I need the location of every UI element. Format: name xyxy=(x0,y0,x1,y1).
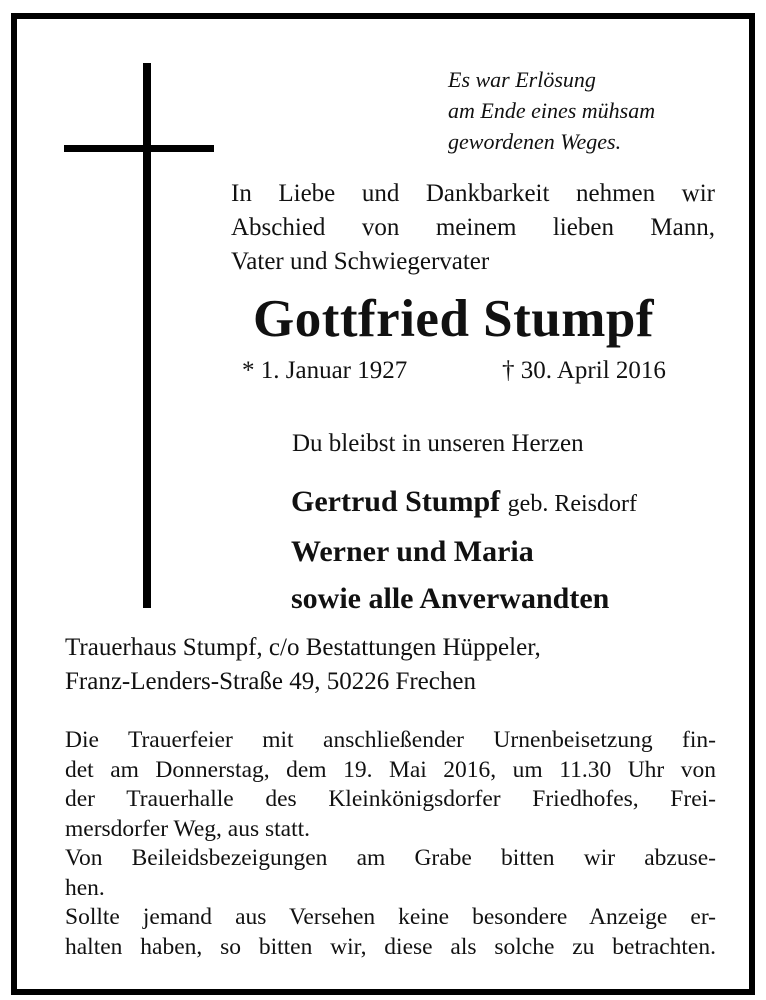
motto xyxy=(448,64,748,157)
mourner-children: Werner und Maria xyxy=(291,535,534,568)
ceremony-details xyxy=(65,726,716,962)
ceremony-line: halten haben, so bitten wir, diese als solche zu betrachten. xyxy=(65,933,716,960)
mourners-list xyxy=(291,478,637,622)
address-line: Trauerhaus Stumpf, c/o Bestattungen Hüppeler, xyxy=(65,634,541,661)
mourner-widow xyxy=(291,478,637,528)
intro-line: Abschied von meinem lieben Mann, xyxy=(231,214,715,241)
mourner-relatives: sowie alle Anverwandten xyxy=(291,582,610,615)
widow-maiden-name: geb. Reisdorf xyxy=(507,491,637,517)
deceased-name: Gottfried Stumpf xyxy=(253,290,655,348)
death-date: † 30. April 2016 xyxy=(502,357,666,384)
farewell-line: Du bleibst in unseren Herzen xyxy=(292,430,584,457)
motto-line: gewordenen Weges. xyxy=(448,129,622,154)
obituary-notice xyxy=(11,13,755,995)
address-line: Franz-Lenders-Straße 49, 50226 Frechen xyxy=(65,668,476,695)
ceremony-line: det am Donnerstag, dem 19. Mai 2016, um 11.30 Uhr von xyxy=(65,756,716,783)
birth-date: * 1. Januar 1927 xyxy=(242,357,408,384)
ceremony-line: hen. xyxy=(65,874,105,901)
ceremony-line: Die Trauerfeier mit anschließender Urnenbeisetzung fin- xyxy=(65,727,716,753)
mourning-house-address xyxy=(65,631,725,699)
ceremony-line: der Trauerhalle des Kleinkönigsdorfer Friedhofes, Frei- xyxy=(65,786,716,812)
intro-line: Vater und Schwiegervater xyxy=(231,248,490,275)
intro-text xyxy=(231,177,715,279)
widow-name: Gertrud Stumpf xyxy=(291,485,501,518)
ceremony-line: mersdorfer Weg, aus statt. xyxy=(65,815,311,842)
ceremony-line: Von Beileidsbezeigungen am Grabe bitten wir abzuse- xyxy=(65,845,716,871)
cross-horizontal-bar xyxy=(64,145,214,152)
ceremony-line: Sollte jemand aus Versehen keine besondere Anzeige er- xyxy=(65,904,716,930)
motto-line: am Ende eines mühsam xyxy=(448,98,656,123)
motto-line: Es war Erlösung xyxy=(448,67,596,92)
intro-line: In Liebe und Dankbarkeit nehmen wir xyxy=(231,180,715,207)
